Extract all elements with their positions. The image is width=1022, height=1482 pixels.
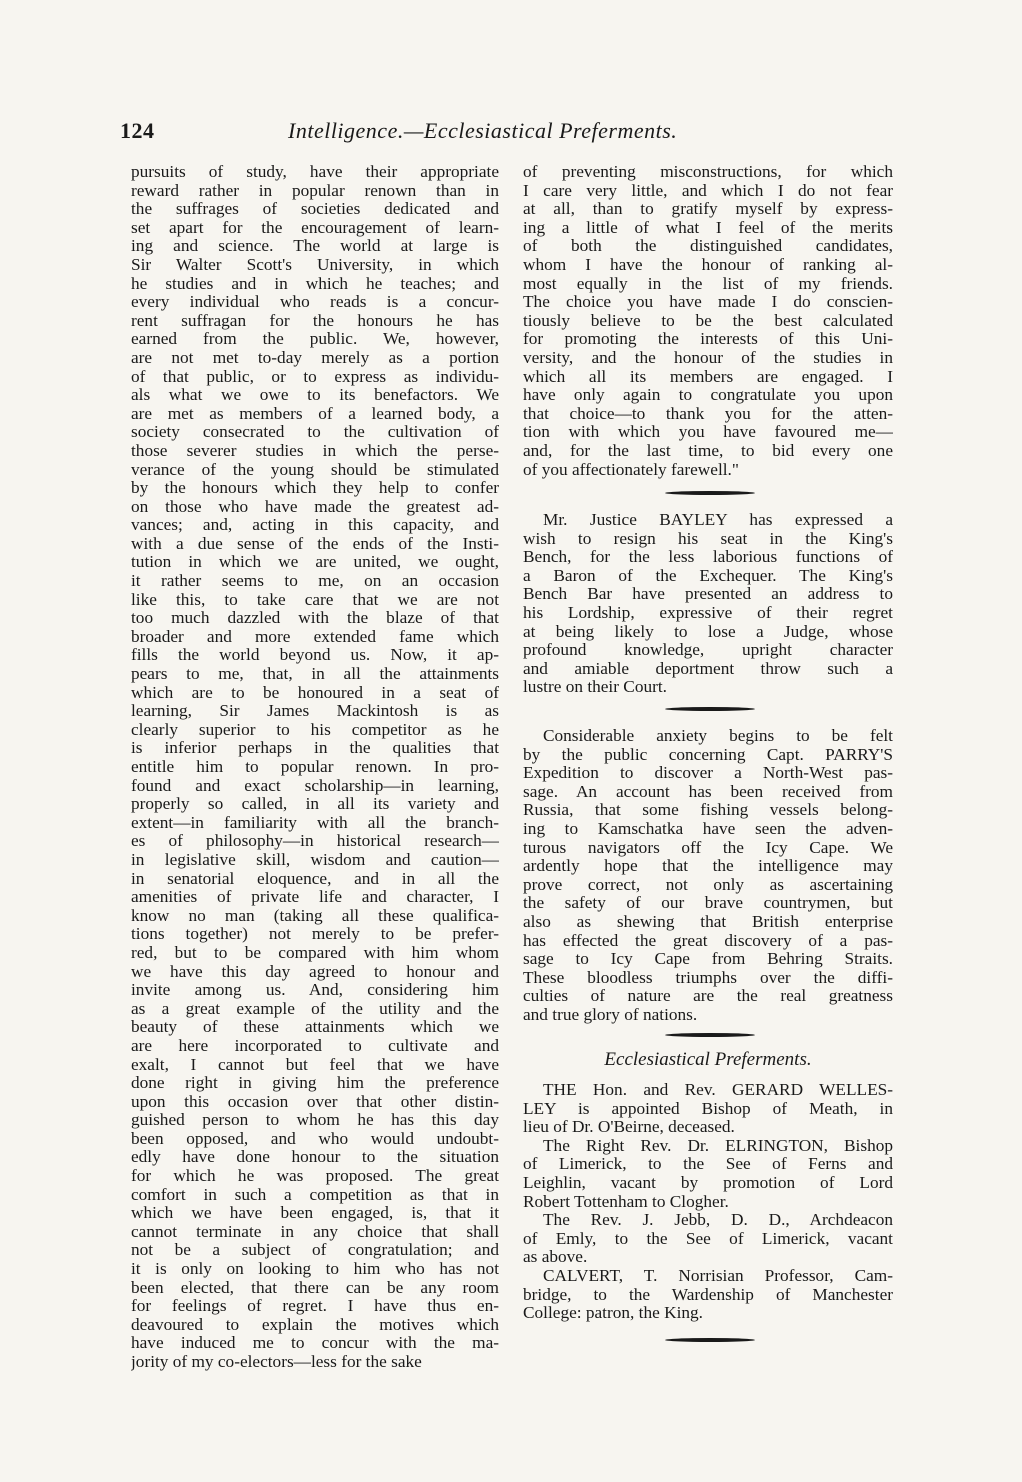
text-line: for promoting the interests of this Uni- <box>523 330 893 349</box>
text-line: extent—in familiarity with all the branch- <box>131 813 499 832</box>
text-line: prove correct, not only as ascertaining <box>523 875 893 894</box>
text-line: clearly superior to his competitor as he <box>131 720 499 739</box>
text-line: in senatorial eloquence, and in all the <box>131 869 499 888</box>
text-line: of Emly, to the See of Limerick, vacant <box>523 1229 893 1248</box>
text-line: reward rather in popular renown than in <box>131 181 499 200</box>
text-line: earned from the public. We, however, <box>131 330 499 349</box>
text-line: edly have done honour to the situation <box>131 1148 499 1167</box>
text-line: and amiable deportment throw such a <box>523 659 893 678</box>
text-line: tiously believe to be the best calculated <box>523 311 893 330</box>
text-line: of preventing misconstructions, for which <box>523 163 893 181</box>
text-line: not be a subject of congratulation; and <box>131 1241 499 1260</box>
text-line: ing a little of what I feel of the merits <box>523 218 893 237</box>
text-line: red, but to be compared with him whom <box>131 943 499 962</box>
text-line: The Right Rev. Dr. ELRINGTON, Bishop <box>543 1136 893 1155</box>
text-line: The choice you have made I do conscien- <box>523 293 893 312</box>
text-line: and true glory of nations. <box>523 1005 698 1024</box>
text-line: Russia, that some fishing vessels belong- <box>523 801 893 820</box>
text-line: have induced me to concur with the ma- <box>131 1334 499 1353</box>
text-line: Mr. Justice BAYLEY has expressed a <box>543 511 893 529</box>
text-line: vances; and, acting in this capacity, and <box>131 516 499 535</box>
text-line: know no man (taking all these qualifica- <box>131 906 499 925</box>
text-line: whom I have the honour of ranking al- <box>523 255 893 274</box>
text-line: a Baron of the Exchequer. The King's <box>523 566 893 585</box>
text-line: profound knowledge, upright character <box>523 641 893 660</box>
text-line: done right in giving him the preference <box>131 1074 499 1093</box>
text-line: pears to me, that, in all the attainments <box>131 665 499 684</box>
text-line: als what we owe to its benefactors. We <box>131 386 499 405</box>
text-line: College: patron, the King. <box>523 1304 703 1323</box>
text-line: his Lordship, expressive of their regret <box>523 603 893 622</box>
text-line: in legislative skill, wisdom and caution— <box>131 850 499 869</box>
text-line: Bench, for the less laborious functions of <box>523 548 893 567</box>
text-line: by the public concerning Capt. PARRY'S <box>523 745 893 764</box>
text-line: tion with which you have favoured me— <box>523 423 893 442</box>
text-line: cannot terminate in any choice that shall <box>131 1222 499 1241</box>
text-line: been opposed, and who would undoubt- <box>131 1129 499 1148</box>
text-line: of both the distinguished candidates, <box>523 237 893 256</box>
text-line: with a due sense of the ends of the Insti- <box>131 534 499 553</box>
text-line: learning, Sir James Mackintosh is as <box>131 702 499 721</box>
text-line: invite among us. And, considering him <box>131 981 499 1000</box>
text-line: and, for the last time, to bid every one <box>523 441 893 460</box>
text-line: These bloodless triumphs over the diffi- <box>523 968 893 987</box>
text-line: pursuits of study, have their appropriate <box>131 163 499 181</box>
text-line: bridge, to the Wardenship of Manchester <box>523 1285 893 1304</box>
text-line: Considerable anxiety begins to be felt <box>543 727 893 745</box>
text-line: properly so called, in all its variety and <box>131 795 499 814</box>
text-line: of you affectionately farewell." <box>523 460 739 479</box>
text-line: upon this occasion over that other distin- <box>131 1092 499 1111</box>
text-line: versity, and the honour of the studies in <box>523 348 893 367</box>
text-line: fills the world beyond us. Now, it ap- <box>131 646 499 665</box>
text-line: like this, to take care that we are not <box>131 590 499 609</box>
text-line: ardently hope that the intelligence may <box>523 857 893 876</box>
preferments-list <box>523 1081 893 1323</box>
farewell-speech-conclusion <box>523 163 893 479</box>
text-line: beauty of these attainments which we <box>131 1018 499 1037</box>
text-line: for which he was proposed. The great <box>131 1167 499 1186</box>
text-line: at all, than to gratify myself by express- <box>523 200 893 219</box>
text-line: sage to Icy Cape from Behring Straits. <box>523 950 893 969</box>
text-line: exalt, I cannot but feel that we have <box>131 1055 499 1074</box>
text-line: have only again to congratulate you upon <box>523 386 893 405</box>
text-line: has effected the great discovery of a pas- <box>523 931 893 950</box>
parry-expedition-notice <box>523 727 893 1025</box>
text-line: ing and science. The world at large is <box>131 237 499 256</box>
justice-bayley-notice <box>523 511 893 697</box>
text-line: found and exact scholarship—in learning, <box>131 776 499 795</box>
text-line: is inferior perhaps in the qualities that <box>131 739 499 758</box>
text-line: which are to be honoured in a seat of <box>131 683 499 702</box>
text-line: most equally in the list of my friends. <box>523 274 893 293</box>
text-line: for feelings of regret. I have thus en- <box>131 1297 499 1316</box>
section-divider <box>665 491 755 495</box>
page-number: 124 <box>120 118 155 143</box>
text-line: ing to Kamschatka have seen the adven- <box>523 819 893 838</box>
text-line: those severer studies in which the perse- <box>131 441 499 460</box>
text-line: rent suffragan for the honours he has <box>131 311 499 330</box>
text-line: deavoured to explain the motives which <box>131 1315 499 1334</box>
text-line: jority of my co-electors—less for the sake <box>131 1353 422 1371</box>
text-line: CALVERT, T. Norrisian Professor, Cam- <box>543 1266 893 1285</box>
page-header <box>120 118 900 148</box>
text-line: The Rev. J. Jebb, D. D., Archdeacon <box>543 1211 893 1230</box>
text-line: of that public, or to express as individu- <box>131 367 499 386</box>
text-line: it is only on looking to him who has not <box>131 1260 499 1279</box>
section-heading: Ecclesiastical Preferments. <box>604 1049 812 1070</box>
section-divider <box>665 1338 755 1342</box>
text-line: on those who have made the greatest ad- <box>131 497 499 516</box>
text-line: society consecrated to the cultivation of <box>131 423 499 442</box>
text-line: also as shewing that British enterprise <box>523 912 893 931</box>
text-line: broader and more extended fame which <box>131 627 499 646</box>
text-line: are here incorporated to cultivate and <box>131 1036 499 1055</box>
text-line: every individual who reads is a concur- <box>131 293 499 312</box>
text-line: the suffrages of societies dedicated and <box>131 200 499 219</box>
text-line: the safety of our brave countrymen, but <box>523 894 893 913</box>
text-line: Robert Tottenham to Clogher. <box>523 1192 729 1211</box>
text-line: as a great example of the utility and the <box>131 999 499 1018</box>
text-line: LEY is appointed Bishop of Meath, in <box>523 1099 893 1118</box>
text-line: we have this day agreed to honour and <box>131 962 499 981</box>
text-line: by the honours which they help to confer <box>131 479 499 498</box>
text-line: he studies and in which he teaches; and <box>131 274 499 293</box>
text-line: lustre on their Court. <box>523 678 667 697</box>
text-line: THE Hon. and Rev. GERARD WELLES- <box>543 1081 893 1099</box>
text-line: are met as members of a learned body, a <box>131 404 499 423</box>
text-line: Bench Bar have presented an address to <box>523 585 893 604</box>
text-line: too much dazzled with the blaze of that <box>131 609 499 628</box>
text-line: it rather seems to me, on an occasion <box>131 572 499 591</box>
text-line: been elected, that there can be any room <box>131 1278 499 1297</box>
text-line: set apart for the encouragement of learn- <box>131 218 499 237</box>
text-line: that choice—to thank you for the atten- <box>523 404 893 423</box>
text-line: tution in which we are united, we ought, <box>131 553 499 572</box>
text-line: I care very little, and which I do not fear <box>523 181 893 200</box>
text-line: culties of nature are the real greatness <box>523 987 893 1006</box>
text-line: are not met to-day merely as a portion <box>131 348 499 367</box>
left-column <box>131 163 499 1372</box>
text-line: which all its members are engaged. I <box>523 367 893 386</box>
text-line: of Limerick, to the See of Ferns and <box>523 1155 893 1174</box>
text-line: sage. An account has been received from <box>523 782 893 801</box>
text-line: guished person to whom he has this day <box>131 1111 499 1130</box>
text-line: at being likely to lose a Judge, whose <box>523 622 893 641</box>
running-title: Intelligence.—Ecclesiastical Preferments. <box>288 118 678 143</box>
text-line: es of philosophy—in historical research— <box>131 832 499 851</box>
text-line: turous navigators off the Icy Cape. We <box>523 838 893 857</box>
text-line: amenities of private life and character, I <box>131 888 499 907</box>
text-line: wish to resign his seat in the King's <box>523 529 893 548</box>
text-line: Sir Walter Scott's University, in which <box>131 255 499 274</box>
text-line: entitle him to popular renown. In pro- <box>131 758 499 776</box>
text-line: Leighlin, vacant by promotion of Lord <box>523 1173 893 1192</box>
text-line: which we have been engaged, is, that it <box>131 1204 499 1223</box>
text-line: comfort in such a competition as that in <box>131 1185 499 1204</box>
text-line: Expedition to discover a North-West pas- <box>523 764 893 783</box>
text-line: verance of the young should be stimulated <box>131 460 499 479</box>
text-line: tions together) not merely to be prefer- <box>131 925 499 944</box>
text-line: lieu of Dr. O'Beirne, deceased. <box>523 1118 735 1137</box>
section-divider <box>665 1033 755 1037</box>
section-divider <box>665 707 755 711</box>
text-line: as above. <box>523 1248 588 1267</box>
